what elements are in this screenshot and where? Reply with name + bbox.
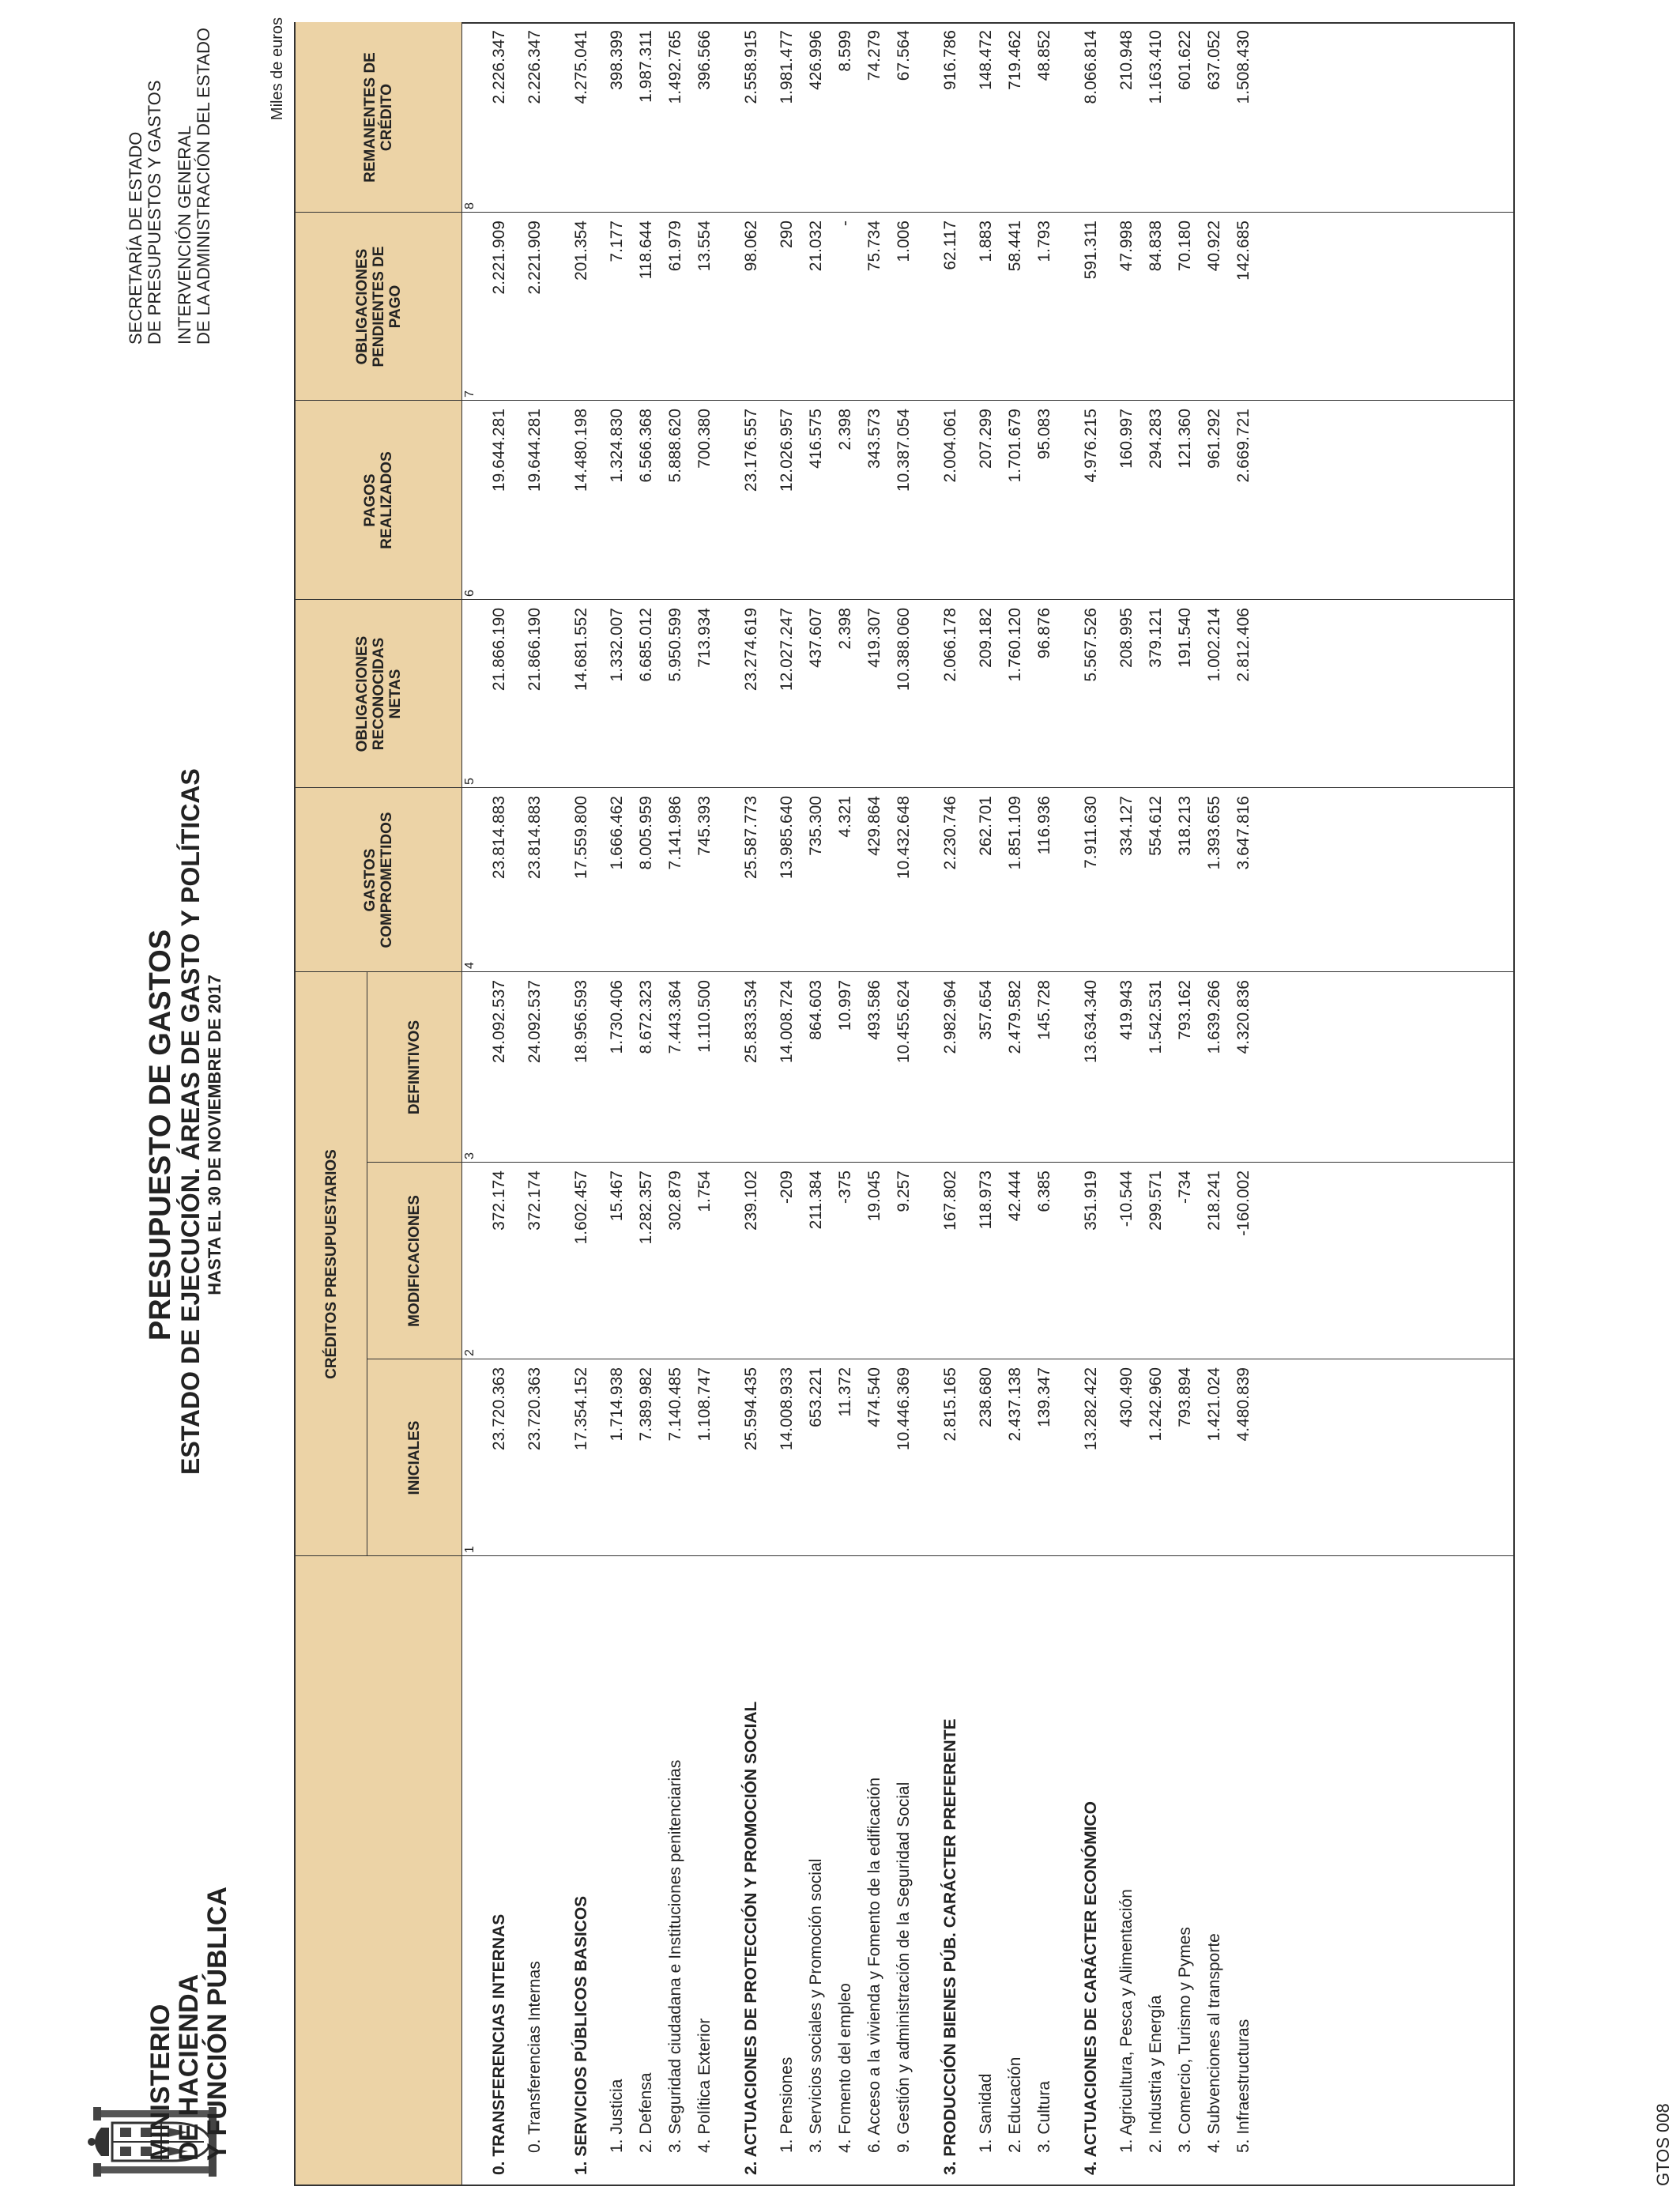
cell-value: 2.398 (836, 608, 854, 650)
cell-value: 398.399 (608, 30, 626, 90)
cell-value: 2.398 (836, 409, 854, 450)
cell-value: 238.680 (977, 1367, 995, 1427)
page-subtitle: ESTADO DE EJECUCIÓN. ÁREAS DE GASTO Y POLÍTICAS (176, 768, 205, 1475)
cell-value: 735.300 (807, 796, 825, 856)
cell-value: 419.307 (865, 608, 883, 668)
cell-value: 294.283 (1147, 409, 1165, 469)
column-header (296, 213, 461, 401)
column-header-text: INICIALES (405, 1420, 423, 1495)
cell-value: 13.554 (695, 221, 714, 272)
row-label: 2. Industria y Energía (1147, 1995, 1165, 2153)
cell-value: 745.393 (695, 796, 714, 856)
cell-value: 13.282.422 (1082, 1367, 1100, 1451)
cell-value: 1.666.462 (608, 796, 626, 870)
cell-value: -734 (1176, 1171, 1194, 1204)
column-number: 7 (463, 390, 477, 398)
cell-value: -375 (836, 1171, 854, 1204)
cell-value: 351.919 (1082, 1171, 1100, 1231)
cell-value: 19.644.281 (525, 409, 544, 492)
column-divider (367, 1162, 1515, 1163)
cell-value: 916.786 (941, 30, 959, 90)
cell-value: 1.851.109 (1006, 796, 1024, 870)
cell-value: 25.833.534 (742, 980, 760, 1064)
cell-value: 426.996 (807, 30, 825, 90)
cell-value: 1.332.007 (608, 608, 626, 682)
cell-value: 14.480.198 (572, 409, 590, 492)
cell-value: 7.141.986 (666, 796, 684, 870)
row-label: 3. Comercio, Turismo y Pymes (1176, 1927, 1194, 2153)
section-label: 3. PRODUCCIÓN BIENES PÚB. CARÁCTER PREFERENTE (941, 1718, 959, 2175)
cell-value: -160.002 (1234, 1171, 1252, 1236)
column-number: 5 (463, 778, 477, 785)
row-label: 0. Transferencias Internas (525, 1961, 544, 2153)
cell-value: 14.681.552 (572, 608, 590, 692)
cell-value: 7.177 (608, 221, 626, 262)
cell-value: 6.566.368 (637, 409, 655, 483)
column-divider (296, 599, 1515, 600)
cell-value: 23.176.557 (742, 409, 760, 492)
ministry-line: Y FUNCIÓN PÚBLICA (202, 1887, 232, 2161)
cell-value: 2.221.909 (525, 221, 544, 295)
cell-value: 24.092.537 (525, 980, 544, 1064)
cell-value: 430.490 (1117, 1367, 1136, 1427)
cell-value: 7.911.630 (1082, 796, 1100, 869)
cell-value: 67.564 (895, 30, 913, 81)
cell-value: 6.685.012 (637, 608, 655, 682)
cell-value: 2.230.746 (941, 796, 959, 870)
cell-value: 1.163.410 (1147, 30, 1165, 104)
column-header (367, 972, 461, 1163)
title-block (144, 768, 225, 1475)
cell-value: 419.943 (1117, 980, 1136, 1040)
cell-value: 2.226.347 (525, 30, 544, 104)
row-label: 4. Subvenciones al transporte (1205, 1933, 1223, 2153)
cell-value: 21.032 (807, 221, 825, 272)
ministry-line: DE HACIENDA (174, 1973, 204, 2161)
cell-value: 1.714.938 (608, 1367, 626, 1442)
cell-value: 167.802 (941, 1171, 959, 1231)
cell-value: 2.066.178 (941, 608, 959, 682)
column-header-text: DEFINITIVOS (405, 1020, 423, 1115)
row-label: 3. Cultura (1035, 2080, 1053, 2153)
cell-value: 416.575 (807, 409, 825, 469)
cell-value: 3.647.816 (1234, 796, 1252, 870)
date-line: HASTA EL 30 DE NOVIEMBRE DE 2017 (205, 974, 224, 1295)
column-divider (296, 971, 1515, 972)
cell-value: 48.852 (1035, 30, 1053, 81)
cell-value: 23.274.619 (742, 608, 760, 692)
cell-value: 208.995 (1117, 608, 1136, 668)
cell-value: 70.180 (1176, 221, 1194, 272)
cell-value: 25.587.773 (742, 796, 760, 880)
cell-value: 211.384 (807, 1171, 825, 1230)
cell-value: 4.275.041 (572, 30, 590, 104)
cell-value: 1.793 (1035, 221, 1053, 262)
cell-value: 1.754 (695, 1171, 714, 1212)
column-header-text: OBLIGACIONES RECONOCIDAS NETAS (353, 635, 404, 752)
cell-value: 12.027.247 (778, 608, 796, 692)
cell-value: 2.815.165 (941, 1367, 959, 1442)
row-label: 2. Defensa (637, 2072, 655, 2153)
cell-value: 47.998 (1117, 221, 1136, 272)
cell-value: 142.685 (1234, 221, 1252, 281)
secretaria-block (126, 28, 213, 345)
column-divider (296, 787, 1515, 788)
cell-value: 1.110.500 (695, 980, 714, 1053)
cell-value: 10.388.060 (895, 608, 913, 692)
row-label: 3. Servicios sociales y Promoción social (807, 1858, 825, 2153)
cell-value: 191.540 (1176, 608, 1194, 668)
cell-value: 23.720.363 (490, 1367, 508, 1451)
cell-value: 62.117 (941, 221, 959, 270)
section-label: 1. SERVICIOS PÚBLICOS BASICOS (572, 1895, 590, 2175)
column-header (296, 401, 461, 600)
cell-value: 437.607 (807, 608, 825, 668)
cell-value: 4.321 (836, 796, 854, 838)
cell-value: 299.571 (1147, 1171, 1165, 1231)
secretaria-line: SECRETARÍA DE ESTADO (126, 131, 145, 345)
cell-value: 4.480.839 (1234, 1367, 1252, 1442)
intervencion-line: DE LA ADMINISTRACIÓN DEL ESTADO (194, 28, 213, 345)
cell-value: 2.221.909 (490, 221, 508, 295)
cell-value: -10.544 (1117, 1171, 1136, 1227)
cell-value: 74.279 (865, 30, 883, 81)
row-label: 4. Fomento del empleo (836, 1983, 854, 2153)
cell-value: 98.062 (742, 221, 760, 272)
cell-value: 13.985.640 (778, 796, 796, 880)
cell-value: 95.083 (1035, 409, 1053, 460)
cell-value: 118.973 (977, 1171, 995, 1230)
column-header-text: REMANENTES DE CRÉDITO (362, 52, 395, 183)
cell-value: 21.866.190 (525, 608, 544, 692)
cell-value: 493.586 (865, 980, 883, 1040)
cell-value: 2.558.915 (742, 30, 760, 104)
column-header-text: OBLIGACIONES PENDIENTES DE PAGO (353, 246, 404, 368)
cell-value: 2.982.964 (941, 980, 959, 1054)
cell-value: 116.936 (1035, 796, 1053, 855)
column-header (296, 22, 461, 213)
section-label: 4. ACTUACIONES DE CARÁCTER ECONÓMICO (1082, 1801, 1100, 2175)
cell-value: 42.444 (1006, 1171, 1024, 1222)
cell-value: 1.282.357 (637, 1171, 655, 1245)
column-header (296, 600, 461, 788)
column-number: 3 (463, 1152, 477, 1159)
cell-value: 40.922 (1205, 221, 1223, 272)
cell-value: 864.603 (807, 980, 825, 1040)
cell-value: 17.354.152 (572, 1367, 590, 1451)
cell-value: 1.108.747 (695, 1367, 714, 1442)
cell-value: 10.997 (836, 980, 854, 1031)
cell-value: 2.437.138 (1006, 1367, 1024, 1442)
intervencion-line: INTERVENCIÓN GENERAL (175, 125, 194, 345)
cell-value: 554.612 (1147, 796, 1165, 856)
row-label: 1. Sanidad (977, 2073, 995, 2153)
cell-value: 58.441 (1006, 221, 1024, 272)
cell-value: 262.701 (977, 796, 995, 856)
row-label: 5. Infraestructuras (1234, 2019, 1252, 2153)
cell-value: 8.066.814 (1082, 30, 1100, 104)
cell-value: 25.594.435 (742, 1367, 760, 1451)
cell-value: 10.387.054 (895, 409, 913, 492)
cell-value: 372.174 (525, 1171, 544, 1231)
cell-value: 207.299 (977, 409, 995, 469)
cell-value: 961.292 (1205, 409, 1223, 469)
cell-value: 121.360 (1176, 409, 1194, 469)
cell-value: 14.008.724 (778, 980, 796, 1064)
cell-value: 13.634.340 (1082, 980, 1100, 1064)
cell-value: 23.814.883 (490, 796, 508, 880)
row-label: 1. Pensiones (778, 2056, 796, 2153)
cell-value: 1.981.477 (778, 30, 796, 104)
cell-value: 1.002.214 (1205, 608, 1223, 682)
cell-value: 343.573 (865, 409, 883, 469)
column-header (367, 1359, 461, 1556)
cell-value: 8.599 (836, 30, 854, 72)
cell-value: 19.045 (865, 1171, 883, 1222)
cell-value: 1.639.266 (1205, 980, 1223, 1054)
cell-value: 7.140.485 (666, 1367, 684, 1442)
column-divider (296, 400, 1515, 401)
cell-value: 18.956.593 (572, 980, 590, 1064)
cell-value: 10.446.369 (895, 1367, 913, 1451)
row-label: 1. Agricultura, Pesca y Alimentación (1117, 1889, 1136, 2153)
cell-value: 429.864 (865, 796, 883, 856)
cell-value: 700.380 (695, 409, 714, 469)
cell-value: 1.492.765 (666, 30, 684, 104)
cell-value: 1.602.457 (572, 1171, 590, 1245)
cell-value: 12.026.957 (778, 409, 796, 492)
column-header-text: MODIFICACIONES (405, 1195, 423, 1327)
cell-value: 19.644.281 (490, 409, 508, 492)
cell-value: 372.174 (490, 1171, 508, 1231)
cell-value: 2.812.406 (1234, 608, 1252, 682)
cell-value: 209.182 (977, 608, 995, 668)
cell-value: 9.257 (895, 1171, 913, 1212)
cell-value: 334.127 (1117, 796, 1136, 856)
cell-value: 302.879 (666, 1171, 684, 1231)
cell-value: 8.672.323 (637, 980, 655, 1054)
cell-value: 793.162 (1176, 980, 1194, 1040)
cell-value: -209 (778, 1171, 796, 1204)
units-note: Miles de euros (269, 17, 286, 121)
cell-value: 2.004.061 (941, 409, 959, 483)
cell-value: 118.644 (637, 221, 655, 280)
cell-value: 4.320.836 (1234, 980, 1252, 1054)
cell-value: 1.760.120 (1006, 608, 1024, 682)
cell-value: 1.883 (977, 221, 995, 262)
cell-value: 11.372 (836, 1367, 854, 1417)
column-divider (296, 1555, 1515, 1556)
cell-value: 17.559.800 (572, 796, 590, 880)
column-header-text: GASTOS COMPROMETIDOS (362, 812, 395, 948)
cell-value: 7.389.982 (637, 1367, 655, 1442)
column-number: 6 (463, 590, 477, 597)
cell-value: 139.347 (1035, 1367, 1053, 1427)
cell-value: 75.734 (865, 221, 883, 272)
cell-value: 719.462 (1006, 30, 1024, 90)
cell-value: 10.455.624 (895, 980, 913, 1064)
cell-value: 239.102 (742, 1171, 760, 1231)
cell-value: 14.008.933 (778, 1367, 796, 1451)
execution-table (294, 22, 1515, 2186)
cell-value: 218.241 (1205, 1171, 1223, 1231)
column-number: 4 (463, 962, 477, 969)
cell-value: 5.950.599 (666, 608, 684, 682)
header-bottom-line (461, 22, 462, 2185)
column-header (367, 1163, 461, 1359)
cell-value: 601.622 (1176, 30, 1194, 90)
column-divider (296, 212, 1515, 213)
cell-value: 7.443.364 (666, 980, 684, 1054)
cell-value: 21.866.190 (490, 608, 508, 692)
secretaria-line: DE PRESUPUESTOS Y GASTOS (145, 80, 164, 345)
cell-value: 15.467 (608, 1171, 626, 1222)
cell-value: 6.385 (1035, 1171, 1053, 1212)
cell-value: 145.728 (1035, 980, 1053, 1040)
section-label: 2. ACTUACIONES DE PROTECCIÓN Y PROMOCIÓN SOCIAL (742, 1701, 760, 2175)
cell-value: 2.669.721 (1234, 409, 1252, 483)
column-header-text: PAGOS REALIZADOS (362, 451, 395, 549)
cell-value: 379.121 (1147, 608, 1165, 668)
cell-value: 148.472 (977, 30, 995, 90)
row-label: 4. Política Exterior (695, 2018, 714, 2153)
cell-value: 10.432.648 (895, 796, 913, 880)
cell-value: 2.226.347 (490, 30, 508, 104)
row-label: 3. Seguridad ciudadana e Instituciones penitenciarias (666, 1759, 684, 2153)
cell-value: - (836, 221, 854, 226)
cell-value: 160.997 (1117, 409, 1136, 469)
cell-value: 23.720.363 (525, 1367, 544, 1451)
cell-value: 24.092.537 (490, 980, 508, 1064)
cell-value: 201.354 (572, 221, 590, 281)
row-label: 6. Acceso a la vivienda y Fomento de la edificación (865, 1777, 883, 2153)
row-label: 1. Justicia (608, 2079, 626, 2153)
cell-value: 713.934 (695, 608, 714, 668)
column-number: 8 (463, 202, 477, 209)
cell-value: 318.213 (1176, 796, 1194, 856)
column-header (296, 788, 461, 972)
cell-value: 61.979 (666, 221, 684, 272)
cell-value: 1.701.679 (1006, 409, 1024, 483)
row-label: 9. Gestión y administración de la Seguridad Social (895, 1781, 913, 2153)
cell-value: 4.976.215 (1082, 409, 1100, 483)
cell-value: 793.894 (1176, 1367, 1194, 1427)
cell-value: 637.052 (1205, 30, 1223, 90)
cell-value: 1.421.024 (1205, 1367, 1223, 1442)
section-label: 0. TRANSFERENCIAS INTERNAS (490, 1913, 508, 2175)
cell-value: 1.393.655 (1205, 796, 1223, 870)
row-label: 2. Educación (1006, 2056, 1024, 2153)
cell-value: 1.006 (895, 221, 913, 262)
cell-value: 210.948 (1117, 30, 1136, 90)
cell-value: 8.005.959 (637, 796, 655, 870)
cell-value: 474.540 (865, 1367, 883, 1427)
cell-value: 290 (778, 221, 796, 249)
column-number: 1 (463, 1546, 477, 1553)
cell-value: 591.311 (1082, 221, 1100, 280)
cell-value: 23.814.883 (525, 796, 544, 880)
cell-value: 1.987.311 (637, 30, 655, 103)
cell-value: 653.221 (807, 1367, 825, 1427)
cell-value: 357.654 (977, 980, 995, 1040)
cell-value: 2.479.582 (1006, 980, 1024, 1054)
credits-group-header: CRÉDITOS PRESUPUESTARIOS (322, 1149, 340, 1379)
document-code: GTOS 008 (1653, 2103, 1673, 2186)
cell-value: 1.542.531 (1147, 980, 1165, 1054)
cell-value: 84.838 (1147, 221, 1165, 272)
cell-value: 96.876 (1035, 608, 1053, 659)
cell-value: 1.324.830 (608, 409, 626, 483)
ministry-line: MINISTERIO (145, 2004, 175, 2161)
cell-value: 1.242.960 (1147, 1367, 1165, 1442)
cell-value: 5.567.526 (1082, 608, 1100, 682)
page-title: PRESUPUESTO DE GASTOS (144, 929, 177, 1341)
column-number: 2 (463, 1349, 477, 1356)
cell-value: 1.730.406 (608, 980, 626, 1054)
cell-value: 1.508.430 (1234, 30, 1252, 104)
cell-value: 5.888.620 (666, 409, 684, 483)
ministry-name (146, 1887, 232, 2161)
cell-value: 396.566 (695, 30, 714, 90)
